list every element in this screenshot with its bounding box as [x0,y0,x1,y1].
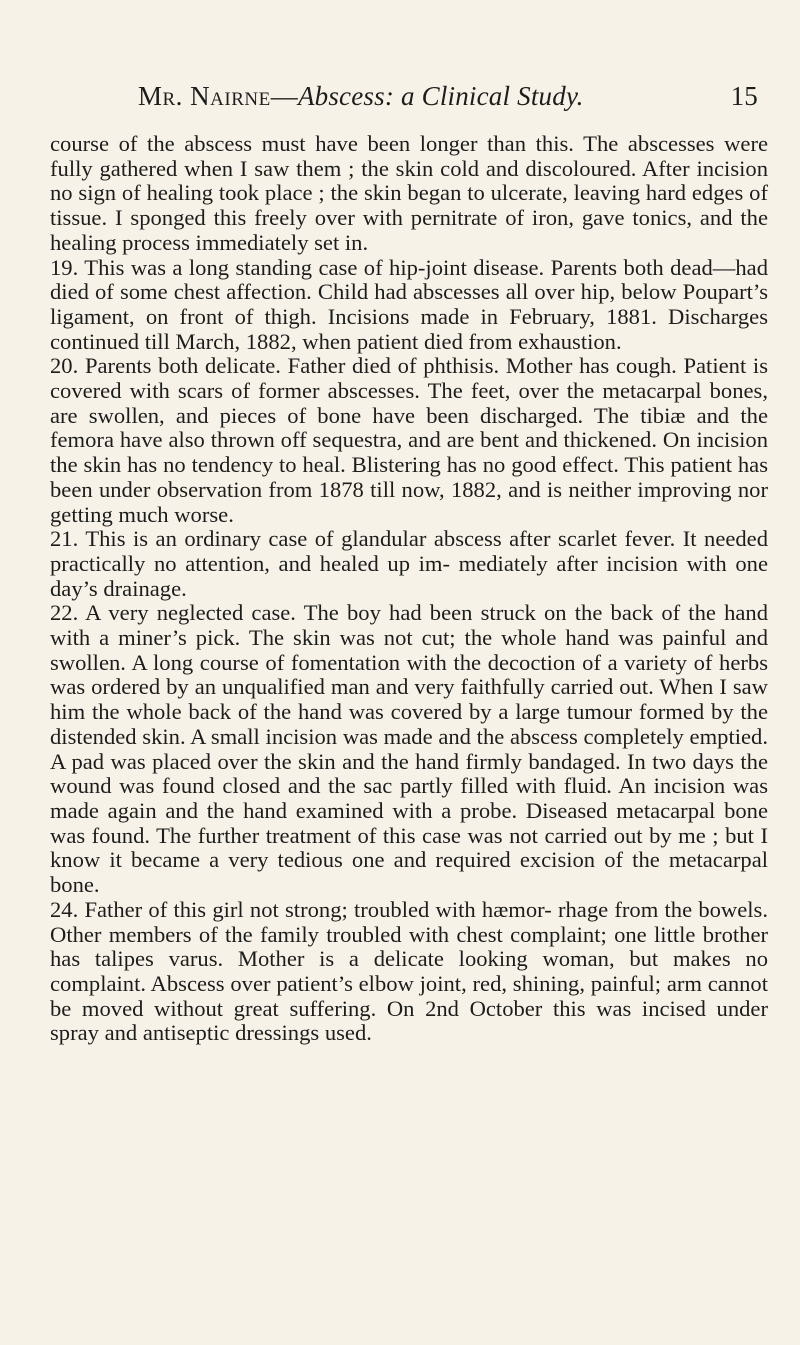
running-title [138,80,584,112]
body-text [50,132,768,1046]
paragraph-case-21: 21. This is an ordinary case of glandular abscess after scarlet fever. It needed practically no attention, and healed up im- mediately after incision with one day’s drainage. [50,526,768,601]
title-dash: — [270,81,298,111]
article-title: Abscess: a Clinical Study. [297,81,584,111]
paragraph-case-22: 22. A very neglected case. The boy had been struck on the back of the hand with a miner’s pick. The skin was not cut; the whole hand was painful and swollen. A long course of fomentation with the decoction of a variety of herbs was ordered by an unqualified man and very faithfully carried out. When I saw him the whole back of the hand was covered by a large tumour formed by the distended skin. A small incision was made and the abscess completely emptied. A pad was placed over the skin and the hand firmly bandaged. In two days the wound was found closed and the sac partly filled with fluid. An incision was made again and the hand examined with a probe. Diseased metacarpal bone was found. The further treatment of this case was not carried out by me ; but I know it became a very tedious one and required excision of the metacarpal bone. [50,600,768,898]
paragraph-case-20: 20. Parents both delicate. Father died of phthisis. Mother has cough. Patient is covered with scars of former abscesses. The feet, over the metacarpal bones, are swollen, and pieces of bone have been discharged. The tibiæ and the femora have also thrown off sequestra, and are bent and thickened. On incision the skin has no tendency to heal. Blistering has no good effect. This patient has been under observation from 1878 till now, 1882, and is neither improving nor getting much worse. [50,353,768,527]
running-head [138,80,758,112]
paragraph-case-19: 19. This was a long standing case of hip-joint disease. Parents both dead—had died of some chest affection. Child had abscesses all over hip, below Poupart’s ligament, on front of thigh. Incisions made in February, 1881. Discharges continued till March, 1882, when patient died from exhaustion. [50,254,768,354]
paragraph-continuation: course of the abscess must have been longer than this. The abscesses were fully gathered when I saw them ; the skin cold and discoloured. After incision no sign of healing took place ; the skin began to ulcerate, leaving hard edges of tissue. I sponged this freely over with pernitrate of iron, gave tonics, and the healing process immediately set in. [50,131,768,255]
page-number: 15 [730,81,758,111]
author-name: Mr. Nairne [138,81,271,111]
paragraph-case-24: 24. Father of this girl not strong; troubled with hæmor- rhage from the bowels. Other members of the family troubled with chest complaint; one little brother has talipes varus. Mother is a delicate looking woman, but makes no complaint. Abscess over patient’s elbow joint, red, shining, painful; arm cannot be moved without great suffering. On 2nd October this was incised under spray and antiseptic dressings used. [50,896,768,1046]
